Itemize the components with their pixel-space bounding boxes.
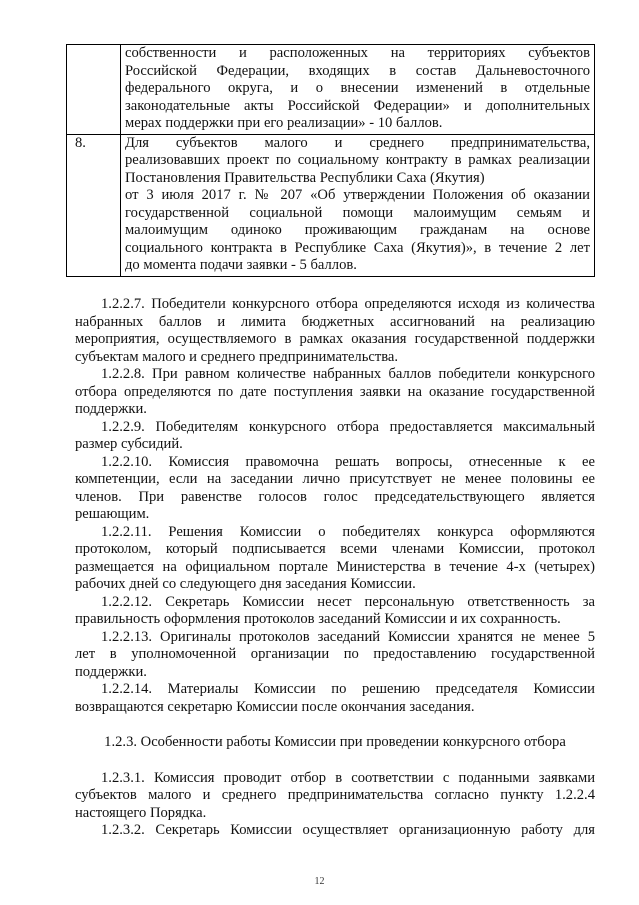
table-line: до момента подачи заявки - 5 баллов. xyxy=(125,257,357,273)
table-line: Для субъектов малого и среднего предпринимательства, xyxy=(125,134,590,151)
table-line: мерах поддержки при его реализации» - 10 баллов. xyxy=(125,115,443,131)
text-line: правильность оформления протоколов заседаний Комиссии и их сохранность. xyxy=(75,611,561,627)
text-line: отбора определяются по дате поступления заявки на оказание государственной xyxy=(75,383,595,400)
text-line: лет в уполномоченной организации по предоставлению государственной xyxy=(75,646,595,662)
text-line: 1.2.3.1. Комиссия проводит отбор в соответствии с поданными заявками xyxy=(101,769,595,786)
text-line: членов. При равенстве голосов голос председательствующего является xyxy=(75,488,595,505)
table-line: федерального округа, и о внесении изменений в отдельные xyxy=(125,80,590,96)
table-line: собственности и расположенных на территориях субъектов xyxy=(125,45,590,61)
text-line: 1.2.3.2. Секретарь Комиссии осуществляет организационную работу для xyxy=(101,822,595,838)
table-line: малоимущим одиноко проживающим гражданам на основе xyxy=(125,222,590,238)
row-number-cell: 8. xyxy=(67,134,121,276)
text-line: мероприятия, осуществляемого в рамках оказания государственной поддержки xyxy=(75,331,595,347)
table-row xyxy=(67,45,595,135)
paragraph-1-2-2-10 xyxy=(75,454,595,524)
paragraph-1-2-2-8 xyxy=(75,366,595,419)
paragraph-1-2-2-13 xyxy=(75,629,595,682)
text-line: рабочих дней со следующего дня заседания Комиссии. xyxy=(75,576,416,592)
table-line: от 3 июля 2017 г. № 207 «Об утверждении Положения об оказании xyxy=(125,187,590,203)
table-line: Постановления Правительства Республики Саха (Якутия) xyxy=(125,169,485,186)
paragraph-1-2-2-9 xyxy=(75,419,595,454)
text-line: 1.2.2.12. Секретарь Комиссии несет персональную ответственность за xyxy=(101,593,595,610)
text-line: настоящего Порядка. xyxy=(75,804,207,821)
paragraph-1-2-2-14 xyxy=(75,681,595,716)
document-body xyxy=(75,296,595,840)
table-line: законодательные акты Российской Федерации» и дополнительных xyxy=(125,97,590,114)
text-line: поддержки. xyxy=(75,663,147,680)
text-line: 1.2.2.9. Победителям конкурсного отбора предоставляется максимальный xyxy=(101,418,595,435)
text-line: поддержки. xyxy=(75,401,147,417)
text-line: 1.2.2.7. Победители конкурсного отбора определяются исходя из количества xyxy=(101,296,595,312)
table-line: реализовавших проект по социальному контракту в рамках реализации xyxy=(125,152,590,168)
paragraph-1-2-3-2 xyxy=(75,822,595,840)
text-line: 1.2.2.13. Оригиналы протоколов заседаний Комиссии хранятся не менее 5 xyxy=(101,628,595,645)
paragraph-1-2-3-1 xyxy=(75,770,595,823)
row-text-cell xyxy=(121,134,595,276)
text-line: набранных баллов и лимита бюджетных ассигнований на реализацию xyxy=(75,313,595,330)
text-line: компетенции, если на заседании лично присутствует не менее половины ее xyxy=(75,471,595,487)
text-line: протоколом, который подписывается всеми членами Комиссии, протокол xyxy=(75,541,595,557)
text-line: субъектам малого и среднего предпринимательства. xyxy=(75,348,399,365)
text-line: возвращаются секретарю Комиссии после окончания заседания. xyxy=(75,698,475,715)
section-heading: 1.2.3. Особенности работы Комиссии при проведении конкурсного отбора xyxy=(104,734,566,750)
table-line: Российской Федерации, входящих в состав Дальневосточного xyxy=(125,62,590,79)
table-line: социального контракта в Республике Саха (Якутия)», в течение 2 лет xyxy=(125,239,590,256)
paragraph-1-2-2-7 xyxy=(75,296,595,366)
page-number: 12 xyxy=(314,876,325,887)
text-line: решающим. xyxy=(75,506,150,522)
text-line: 1.2.2.10. Комиссия правомочна решать вопросы, отнесенные к ее xyxy=(101,453,595,470)
text-line: размещается на официальном портале Министерства в течение 4-х (четырех) xyxy=(75,558,595,575)
text-line: 1.2.2.14. Материалы Комиссии по решению председателя Комиссии xyxy=(101,681,595,697)
text-line: субъектов малого и среднего предпринимательства согласно пункту 1.2.2.4 xyxy=(75,787,595,803)
table-line: государственной социальной помощи малоимущим семьям и xyxy=(125,204,590,221)
text-line: 1.2.2.8. При равном количестве набранных баллов победители конкурсного xyxy=(101,366,595,382)
row-number-cell xyxy=(67,45,121,135)
text-line: размер субсидий. xyxy=(75,436,183,452)
table-row xyxy=(67,134,595,276)
criteria-table xyxy=(66,44,595,277)
paragraph-1-2-2-11 xyxy=(75,524,595,594)
text-line: 1.2.2.11. Решения Комиссии о победителях конкурса оформляются xyxy=(101,523,595,540)
paragraph-1-2-2-12 xyxy=(75,594,595,629)
row-text-cell xyxy=(121,45,595,135)
